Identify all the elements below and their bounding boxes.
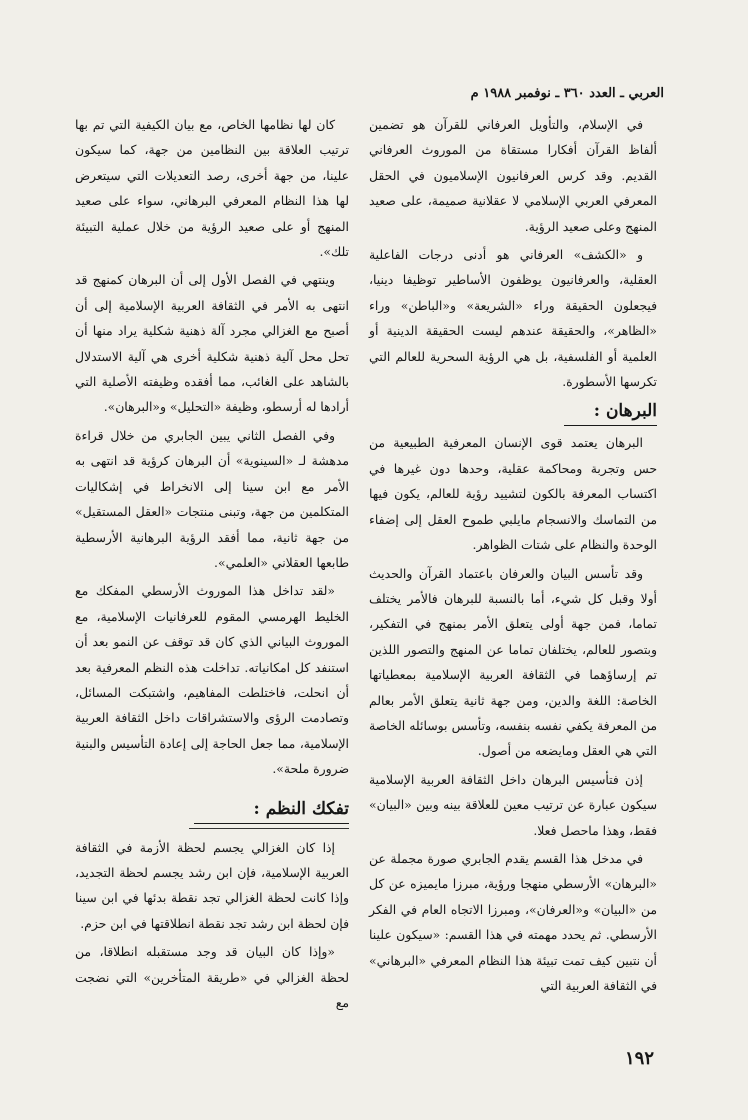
left-column xyxy=(75,112,349,1018)
paragraph: إذن فتأسيس البرهان داخل الثقافة العربية الإسلامية سيكون عبارة عن ترتيب معين للعلاقة بينه وبين «البيان» فقط، وهذا ماحصل فعلا. xyxy=(369,771,657,838)
paragraph: و «الكشف» العرفاني هو أدنى درجات الفاعلية العقلية، والعرفانيون يوظفون الأساطير توظيفا دينيا، فيجعلون الحقيقة وراء «الشريعة» و«الباطن» وراء «الظاهر»، والحقيقة عندهم ليست الحقيقة الدينية أو العلمية أو الفلسفية، بل هي الرؤية السحرية للعالم التي تكرسها الأسطورة. xyxy=(369,247,657,390)
section-divider xyxy=(189,828,349,829)
paragraph: «لقد تداخل هذا الموروث الأرسطي المفكك مع الخليط الهرمسي المقوم للعرفانيات الإسلامية، مع الموروث البياني الذي كان قد توقف عن النمو بعد أن استنفد كل امكانياته. تداخلت هذه النظم المعرفية بعد أن انحلت، فاختلطت المفاهيم، واشتبكت المسائل، وتصادمت الرؤى والاستشراقات داخل الثقافة العربية الإسلامية، مما جعل الحاجة إلى إعادة التأسيس والبنية ضرورة ملحة». xyxy=(75,583,349,777)
paragraph: وفي الفصل الثاني يبين الجابري من خلال قراءة مدهشة لـ «السينوية» أن البرهان كرؤية قد انتهى به الأمر مع ابن سينا إلى الانخراط في إشكاليات المتكلمين من جهة، وتبنى منتجات «العقل المستقيل» من جهة ثانية، مما أفقد الرؤية البرهانية الأرسطية طابعها العقلاني «العلمي». xyxy=(75,427,349,570)
running-header: العربي ـ العدد ٣٦٠ ـ نوفمبر ١٩٨٨ م xyxy=(470,86,664,101)
paragraph: إذا كان الغزالي يجسم لحظة الأزمة في الثقافة العربية الإسلامية، فإن ابن رشد يجسم لحظة التجديد، وإذا كانت لحظة الغزالي تجد نقطة بدئها في ابن سينا فإن لحظة ابن رشد تجد نقطة انطلاقتها في ابن حزم. xyxy=(75,839,349,931)
paragraph: في مدخل هذا القسم يقدم الجابري صورة مجملة عن «البرهان» الأرسطي منهجا ورؤية، مبرزا مايميزه عن كل من «البيان» و«العرفان»، ومبرزا الاتجاه العام في الفكر الأرسطي. ثم يحدد مهمته في هذا القسم: «سيكون علينا أن نتبين كيف تمت تبيئة هذا النظام المعرفي «البرهاني» في الثقافة العربية التي xyxy=(369,850,657,993)
section-heading-tafakkuk: تفكك النظم : xyxy=(194,795,349,824)
page-number: ١٩٢ xyxy=(624,1048,654,1069)
paragraph: وقد تأسس البيان والعرفان باعتماد القرآن والحديث أولا وقبل كل شيء، أما بالنسبة للبرهان فالأمر يختلف تماما، فمن جهة أولى يتعلق الأمر بمنهج في التفكير، وبتصور للعالم، يختلفان تماما عن المنهج والتصور اللذين تم إرساؤهما في الثقافة العربية الإسلامية بمعطياتها الخاصة: اللغة والدين، ومن جهة ثانية يتعلق الأمر بعالم من المعرفة يكفي نفسه بنفسه، وتأسس بوسائله الخاصة التي هي العقل ومايضعه من أصول. xyxy=(369,565,657,759)
section-heading-burhan: البرهان : xyxy=(564,397,657,426)
paragraph: وينتهي في الفصل الأول إلى أن البرهان كمنهج قد انتهى به الأمر في الثقافة العربية الإسلامية إلى أن أصبح مع الغزالي مجرد آلة ذهنية شكلية يراد منها أن تحل محل آلية ذهنية شكلية أخرى هي آلية الاستدلال بالشاهد على الغائب، مما أفقده وظيفته الأصلية التي أرادها له أرسطو، وظيفة «التحليل» و«البرهان». xyxy=(75,272,349,415)
paragraph: البرهان يعتمد قوى الإنسان المعرفية الطبيعية من حس وتجربة ومحاكمة عقلية، وحدها دون غيرها في اكتساب المعرفة بالكون لتشييد رؤية للعالم، يكون فيها من التماسك والانسجام مايلبي طموح العقل إلى إضفاء الوحدة والنظام على شتات الظواهر. xyxy=(369,435,657,553)
paragraph: في الإسلام، والتأويل العرفاني للقرآن هو تضمين ألفاظ القرآن أفكارا مستقاة من الموروث العرفاني القديم. وقد كرس العرفانيون الإسلاميون في الحقل المعرفي العربي الإسلامي لا عقلانية صميمة، على صعيد المنهج وعلى صعيد الرؤية. xyxy=(369,117,657,234)
right-column xyxy=(369,112,657,1001)
paragraph: كان لها نظامها الخاص، مع بيان الكيفية التي تم بها ترتيب العلاقة بين النظامين من جهة، كما سيكون علينا، من جهة أخرى، رصد التعديلات التي سيتعرض لها هذا النظام المعرفي البرهاني، سواء على صعيد المنهج أو على صعيد الرؤية من خلال عملية التبيئة تلك». xyxy=(75,117,349,260)
paragraph: «وإذا كان البيان قد وجد مستقبله انطلاقا، من لحظة الغزالي في «طريقة المتأخرين» التي نضجت مع xyxy=(75,944,349,1010)
